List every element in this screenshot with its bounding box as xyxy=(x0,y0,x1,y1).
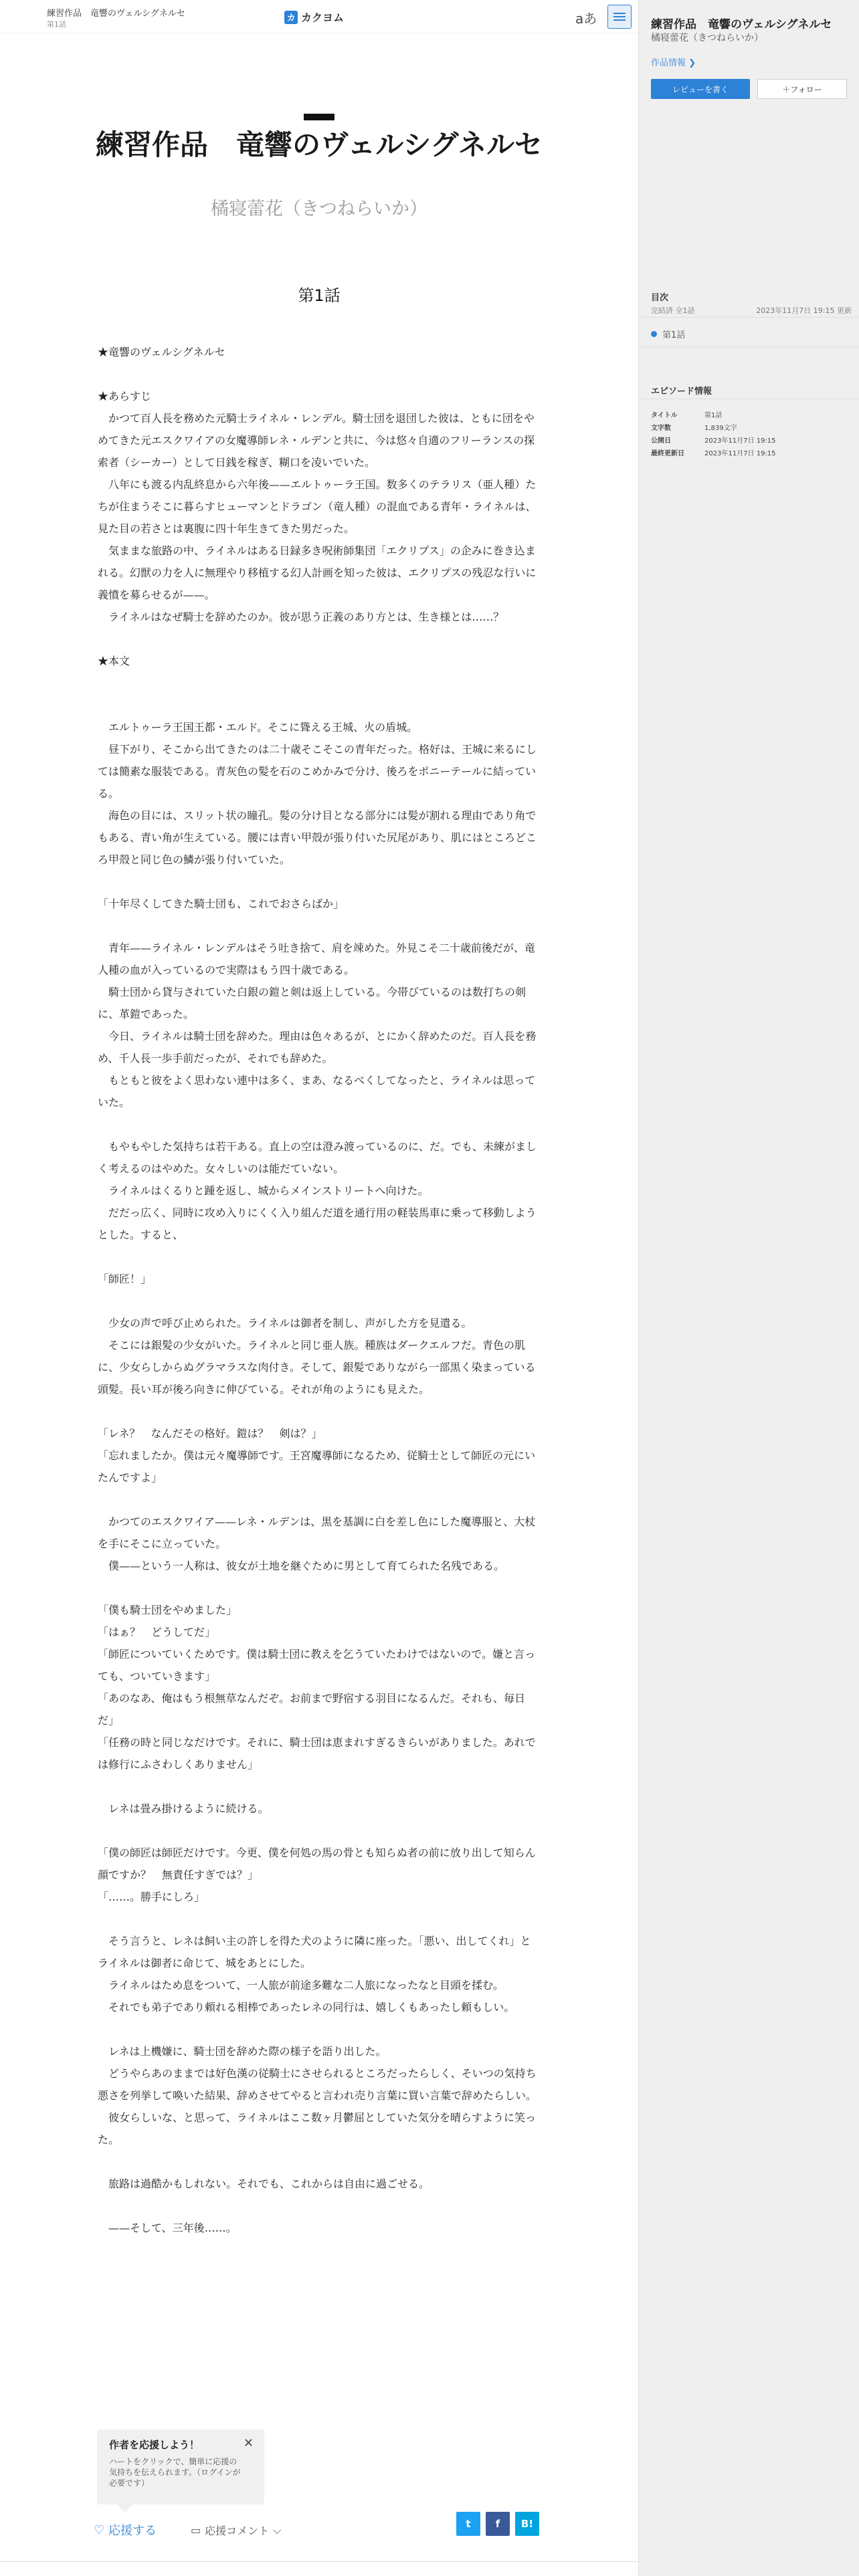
close-icon[interactable]: ✕ xyxy=(243,2436,254,2450)
body-paragraph: もともと彼をよく思わない連中は多く、まあ、なるべくしてなったと、ライネルは思っていた。 xyxy=(98,1074,536,1109)
body-paragraph: ——そして、三年後……。 xyxy=(98,2222,237,2234)
logo-mark-icon: カ xyxy=(284,11,298,24)
table-row: タイトル 第1話 xyxy=(651,412,723,419)
body-paragraph: 「僕の師匠は師匠だけです。今更、僕を何処の馬の骨とも知らぬ者の前に放り出して知らん顔ですか？ 無責任すぎでは？」 xyxy=(98,1846,536,1881)
body-paragraph: エルトゥーラ王国王都・エルド。そこに聳える王城、火の盾城。 xyxy=(98,721,418,734)
body-paragraph xyxy=(98,1577,539,1599)
cheer-popup xyxy=(97,2430,264,2504)
toc-meta xyxy=(651,305,852,316)
title-decoration xyxy=(304,114,335,120)
body-paragraph: そこには銀髪の少女がいた。ライネルと同じ亜人族。種族はダークエルフだ。青色の肌に、少女らしからぬグラマラスな肉付き。そして、銀髪でありながら一部黒く染まっている頭髪。長い耳が後ろ向きに伸びている。それが角のようにも見えた。 xyxy=(98,1339,536,1396)
cheer-button-label: 応援する xyxy=(108,2524,157,2538)
body-paragraph: 僕——という一人称は、彼女が土地を継ぐために男として育てられた名残である。 xyxy=(98,1560,505,1572)
logo-text: カクヨム xyxy=(301,11,345,24)
cheer-popup-title: 作者を応援しよう！ xyxy=(109,2439,200,2451)
body-paragraph: 「十年尽くしてきた騎士団も、これでおさらばか」 xyxy=(98,897,345,910)
body-paragraph: もやもやした気持ちは若干ある。直上の空は澄み渡っているのに、だ。でも、未練がましく考えるのはやめた。女々しいのは能だていない。 xyxy=(98,1140,537,1175)
author-name[interactable]: 橘寝蕾花（きつねらいか） xyxy=(211,199,427,219)
body-paragraph: ★竜響のヴェルシグネルセ xyxy=(98,346,225,358)
body-paragraph: 「僕も騎士団をやめました」 xyxy=(98,1604,237,1616)
cheer-popup-description: ハートをクリックで、簡単に応援の気持ちを伝えられます。（ログインが必要です） xyxy=(109,2457,241,2488)
toc-item-label: 第1話 xyxy=(662,330,686,340)
cheer-button[interactable] xyxy=(94,2521,157,2539)
header-episode-label: 第1話 xyxy=(47,20,66,29)
body-paragraph: 「レネ？ なんだその格好。鎧は？ 剣は？」 xyxy=(98,1427,322,1440)
body-paragraph: かつて百人長を務めた元騎士ライネル・レンデル。騎士団を退団した彼は、ともに団をやめてきた元エスクワイアの女魔導師レネ・ルデンと共に、今は悠々自適のフリーランスの探索者（シーカー）として日銭を稼ぎ、糊口を凌いでいた。 xyxy=(98,412,535,469)
body-paragraph: 海色の目には、スリット状の瞳孔。髪の分け目となる部分には髪が割れる理由であり角でもある、青い角が生えている。腰には青い甲殻が張り付いた尻尾があり、肌にはところどころ甲殻と同じ色の鱗が張り付いていた。 xyxy=(98,809,537,866)
body-paragraph xyxy=(98,1776,539,1798)
sidebar-work-title[interactable]: 練習作品 竜響のヴェルシグネルセ xyxy=(651,18,832,31)
body-paragraph xyxy=(98,672,539,694)
divider xyxy=(639,317,859,318)
header-work-title[interactable]: 練習作品 竜響のヴェルシグネルセ xyxy=(47,9,185,19)
hatena-share-button[interactable]: B! xyxy=(515,2512,539,2536)
body-paragraph xyxy=(98,1400,539,1422)
body-paragraph: 青年——ライネル・レンデルはそう吐き捨て、肩を竦めた。外見こそ二十歳前後だが、竜人種の血が入っているので実際はもう四十歳である。 xyxy=(98,942,535,976)
body-paragraph xyxy=(98,628,539,650)
episode-title: 第1話 xyxy=(298,286,341,305)
body-paragraph xyxy=(98,915,539,937)
body-paragraph: そう言うと、レネは飼い主の許しを得た犬のように隣に座った。「悪い、出してくれ」とライネルは御者に命じて、城をあとにした。 xyxy=(98,1935,531,1969)
body-paragraph: それでも弟子であり頼れる相棒であったレネの同行は、嬉しくもあったし頼もしい。 xyxy=(98,2001,515,2014)
body-paragraph: 騎士団から貸与されていた白銀の鎧と剣は返上している。今帯びているのは数打ちの剣に、革鎧であった。 xyxy=(98,986,527,1021)
body-paragraph: 「師匠！」 xyxy=(98,1273,152,1285)
comment-button[interactable] xyxy=(191,2523,281,2538)
episode-info-table xyxy=(651,408,852,459)
main-content xyxy=(0,33,638,2575)
font-setting-button[interactable]: aあ xyxy=(575,11,597,27)
chevron-down-icon: ⌵ xyxy=(273,2523,282,2537)
body-paragraph xyxy=(98,2018,539,2040)
logo[interactable] xyxy=(284,9,344,25)
current-dot-icon xyxy=(651,331,657,337)
body-paragraph xyxy=(98,2195,539,2217)
menu-icon xyxy=(613,13,626,14)
body-paragraph xyxy=(98,1908,539,1930)
toc-item[interactable] xyxy=(651,328,685,340)
body-paragraph: ライネルはなぜ騎士を辞めたのか。彼が思う正義のあり方とは、生き様とは……？ xyxy=(98,611,504,623)
body-paragraph: 八年にも渡る内乱終息から六年後——エルトゥーラ王国。数多くのテラリス（亜人種）たちが住まうそこに暮らすヒューマンとドラゴン（竜人種）の混血である青年・ライネルは、見た目の若さとは裏腹に四十年生きてきた男だった。 xyxy=(98,478,537,535)
body-paragraph: 「はぁ？ どうしてだ」 xyxy=(98,1626,216,1638)
body-paragraph: かつてのエスクワイア——レネ・ルデンは、黒を基調に白を差し色にした魔導服と、大杖を手にそこに立っていた。 xyxy=(98,1515,536,1550)
episode-info-heading: エピソード情報 xyxy=(651,387,712,397)
body-paragraph xyxy=(98,1820,539,1842)
share-buttons xyxy=(456,2512,539,2536)
divider xyxy=(639,346,859,347)
toc-updated: 2023年11月7日 19:15 更新 xyxy=(756,306,852,315)
body-paragraph: ★あらすじ xyxy=(98,390,152,403)
body-paragraph: 気ままな旅路の中、ライネルはある日録多き呪術師集団「エクリプス」の企みに巻き込まれる。幻獣の力を人に無理やり移植する幻人計画を知った彼は、エクリプスの残忍な行いに義憤を募らせるが——。 xyxy=(98,544,537,601)
menu-button[interactable] xyxy=(607,5,632,29)
facebook-share-button[interactable]: f xyxy=(486,2512,510,2536)
body-paragraph xyxy=(98,1113,539,1136)
header xyxy=(0,0,638,33)
body-paragraph: レネは上機嫌に、騎士団を辞めた際の様子を語り出した。 xyxy=(98,2045,387,2058)
twitter-share-button[interactable]: t xyxy=(456,2512,480,2536)
body-paragraph: レネは畳み掛けるように続ける。 xyxy=(98,1802,269,1815)
follow-button[interactable]: ＋フォロー xyxy=(757,79,847,99)
table-row: 文字数 1,839文字 xyxy=(651,425,737,432)
toc-status: 完結済 全1話 xyxy=(651,306,695,315)
body-paragraph: 「忘れましたか。僕は元々魔導師です。王宮魔導師になるため、従騎士として師匠の元にいたんですよ」 xyxy=(98,1449,536,1484)
body-paragraph xyxy=(98,1290,539,1312)
body-paragraph xyxy=(98,871,539,893)
body-paragraph xyxy=(98,694,539,716)
body-paragraph: 少女の声で呼び止められた。ライネルは御者を制し、声がした方を見遣る。 xyxy=(98,1317,472,1329)
body-paragraph: 「任務の時と同じなだけです。それに、騎士団は恵まれすぎるきらいがありました。あれでは修行にふさわしくありません」 xyxy=(98,1736,536,1771)
body-paragraph: 「……。勝手にしろ」 xyxy=(98,1891,205,1903)
body-paragraph: ライネルはため息をついて、一人旅が前途多難な二人旅になったなと目頭を揉む。 xyxy=(98,1979,504,1992)
sidebar-author[interactable]: 橘寝蕾花（きつねらいか） xyxy=(651,33,763,43)
divider xyxy=(0,2561,638,2562)
episode-body xyxy=(98,341,539,2239)
body-paragraph: 昼下がり、そこから出てきたのは二十歳そこそこの青年だった。格好は、王城に来るにしては簡素な服装である。青灰色の髪を石のこめかみで分け、後ろをポニーテールに結っている。 xyxy=(98,743,537,800)
heart-icon: ♡ xyxy=(94,2523,105,2537)
body-paragraph xyxy=(98,1246,539,1268)
table-row: 最終更新日 2023年11月7日 19:15 xyxy=(651,450,776,457)
work-info-link[interactable]: 作品情報 ❯ xyxy=(651,58,696,68)
comment-icon: ▭ xyxy=(191,2524,201,2537)
comment-button-label: 応援コメント xyxy=(205,2525,270,2537)
body-paragraph: 「あのなあ、俺はもう根無草なんだぞ。お前まで野宿する羽目になるんだ。それも、毎日だ」 xyxy=(98,1692,526,1727)
body-paragraph: どうやらあのままでは好色漢の従騎士にさせられるところだったらしく、そいつの気持ち悪さを列挙して喚いた結果、辞めさせてやると言われ売り言葉に買い言葉で辞めたらしい。 xyxy=(98,2067,537,2102)
body-paragraph: 旅路は過酷かもしれない。それでも、これからは自由に過ごせる。 xyxy=(98,2177,430,2190)
body-paragraph xyxy=(98,1489,539,1511)
body-paragraph: 今日、ライネルは騎士団を辞めた。理由は色々あるが、とにかく辞めたのだ。百人長を務め、千人長一歩手前だったが、それでも辞めた。 xyxy=(98,1030,537,1065)
work-title[interactable]: 練習作品 竜響のヴェルシグネルセ xyxy=(95,128,543,161)
body-paragraph: ライネルはくるりと踵を返し、城からメインストリートへ向けた。 xyxy=(98,1184,429,1197)
table-row: 公開日 2023年11月7日 19:15 xyxy=(651,437,776,445)
sidebar xyxy=(638,0,859,2576)
body-paragraph: ★本文 xyxy=(98,655,130,667)
toc-heading: 目次 xyxy=(651,293,669,303)
body-paragraph xyxy=(98,363,539,385)
body-paragraph: 彼女らしいな、と思って、ライネルはここ数ヶ月鬱屈としていた気分を晴らすように笑った。 xyxy=(98,2111,537,2146)
body-paragraph: 「師匠についていくためです。僕は騎士団に教えを乞うていたわけではないので。嫌と言っても、ついていきます」 xyxy=(98,1648,536,1683)
body-paragraph: だだっ広く、同時に攻め入りにくく入り組んだ道を通行用の軽装馬車に乗って移動しようとした。すると、 xyxy=(98,1206,537,1241)
body-paragraph xyxy=(98,2151,539,2173)
write-review-button[interactable]: レビューを書く xyxy=(651,79,750,99)
